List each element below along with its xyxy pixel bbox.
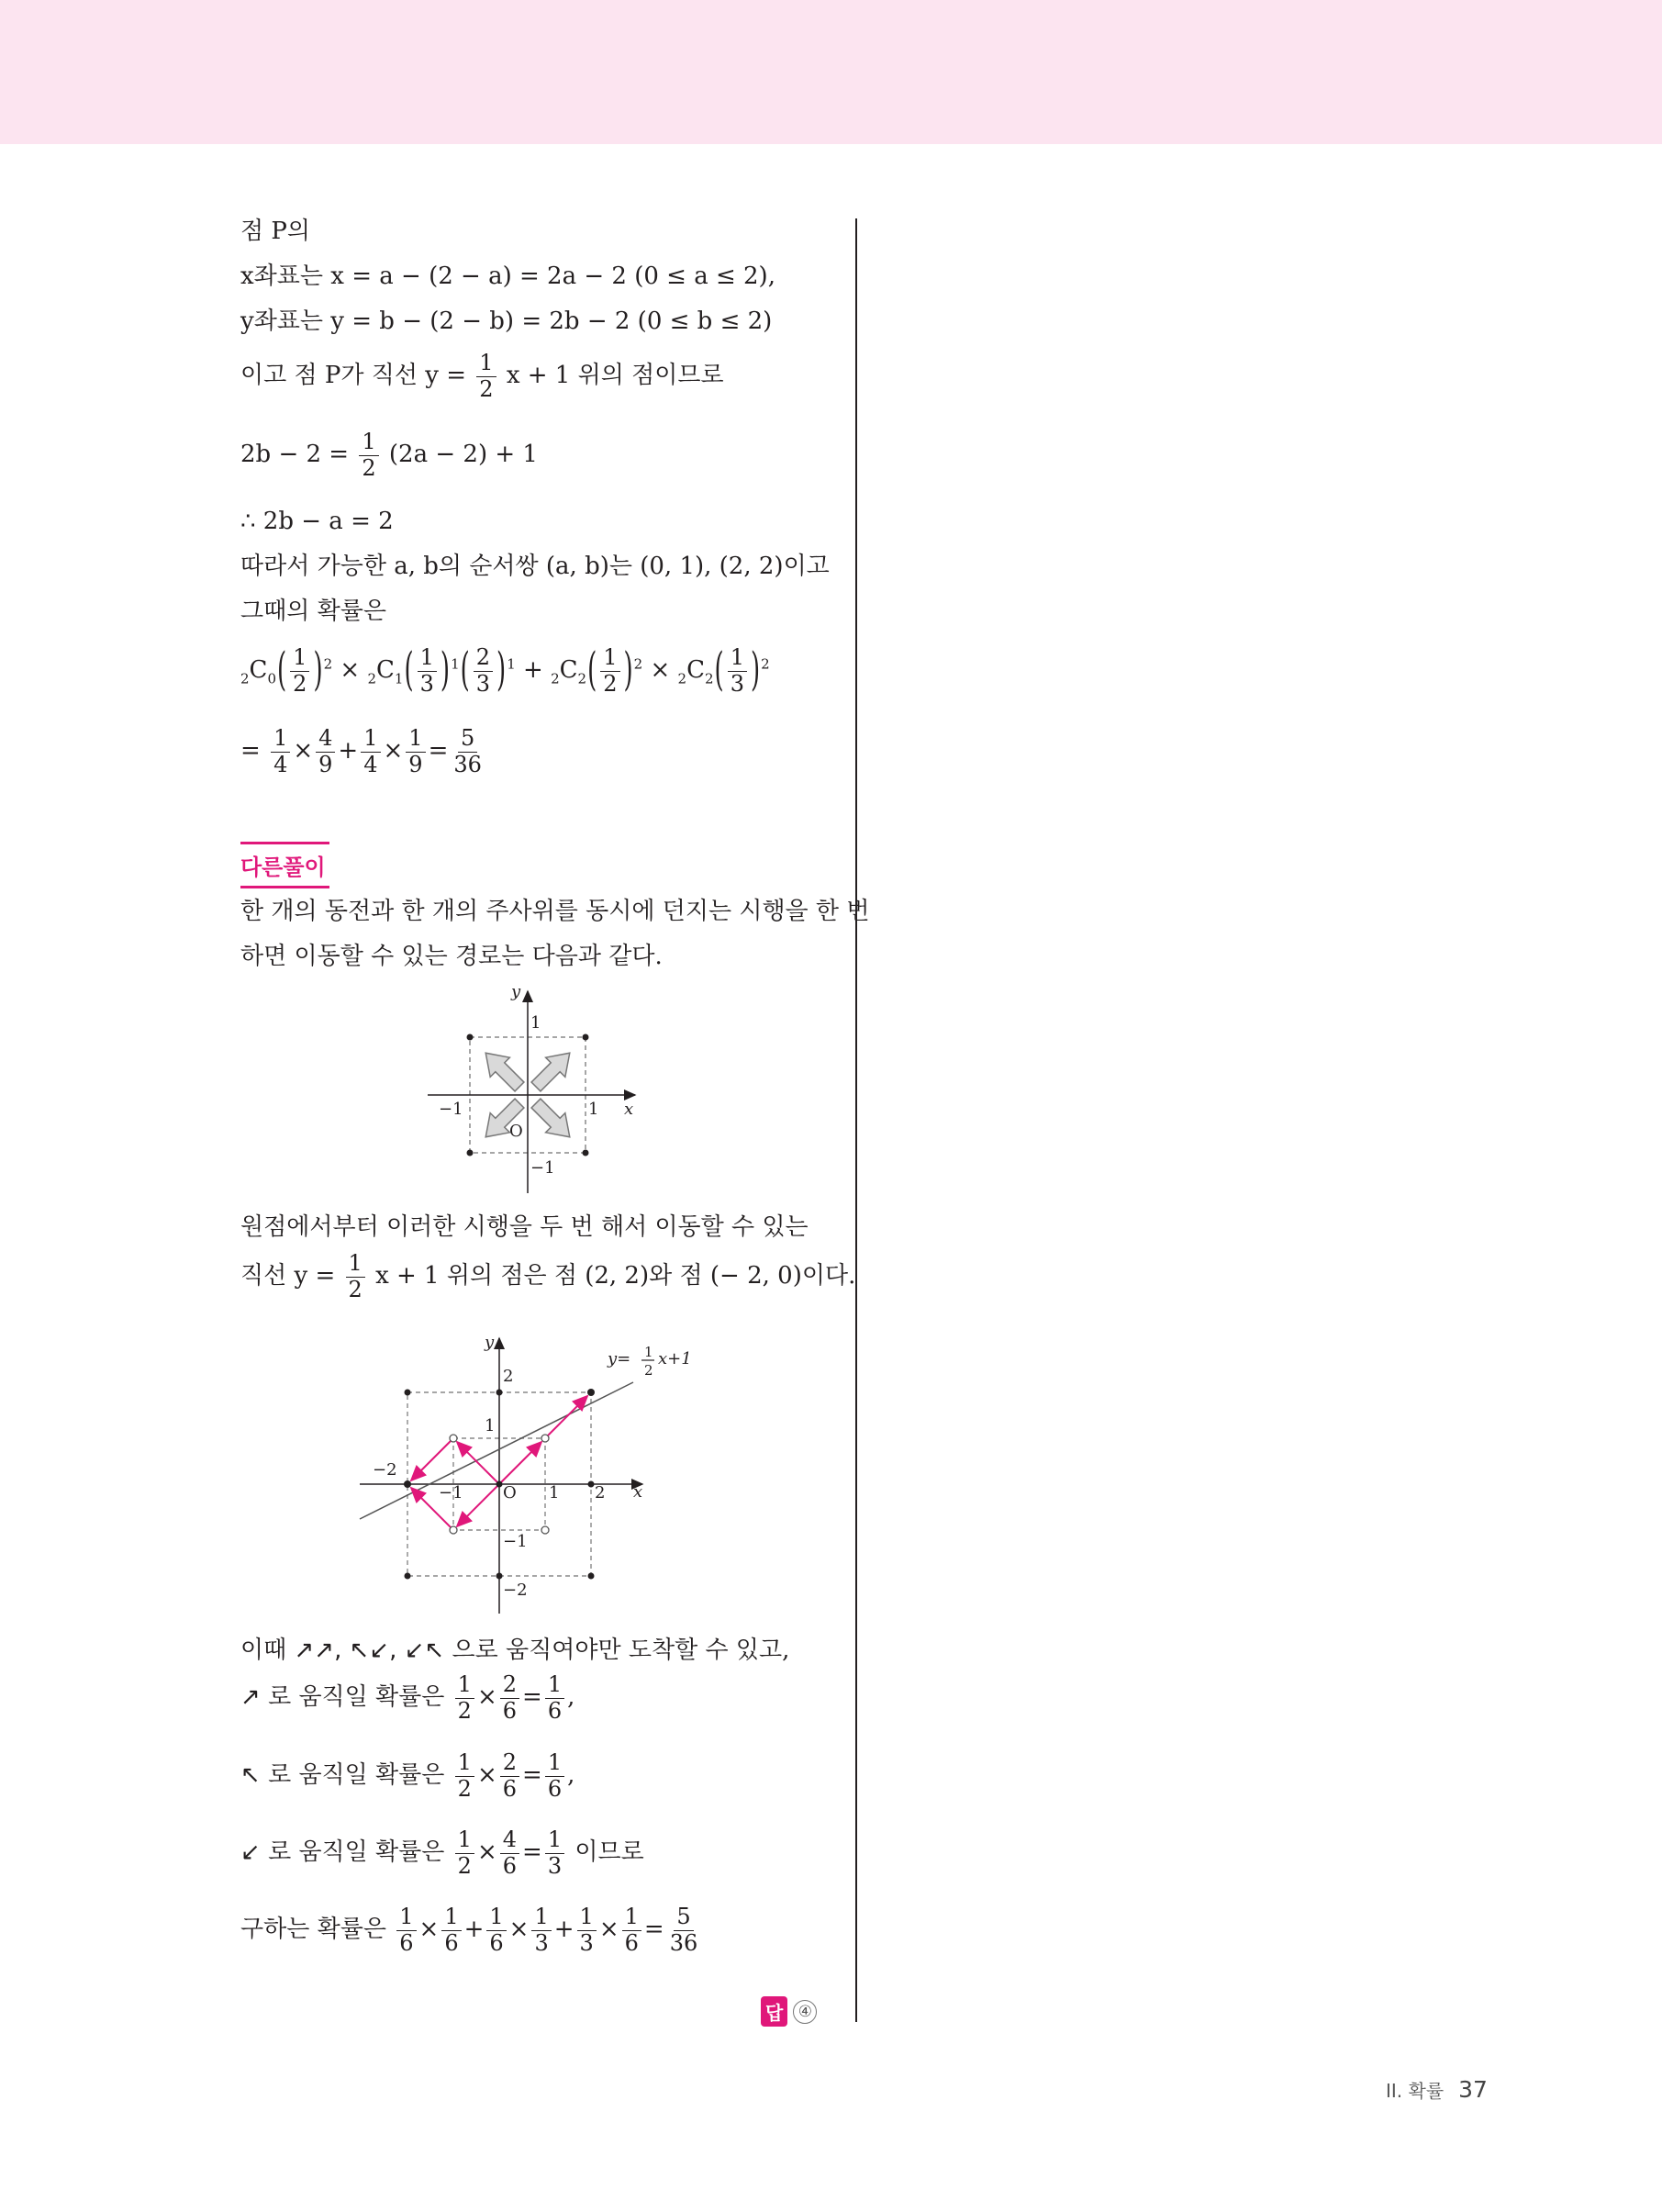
tick-label: −1: [439, 1483, 463, 1503]
denominator: 3: [419, 670, 434, 697]
denominator: 3: [579, 1929, 594, 1956]
fraction: [500, 1827, 519, 1879]
y-axis-label: y: [511, 982, 521, 1001]
text: 로 움직일 확률은: [268, 1683, 445, 1712]
se-move-arrow: [526, 1093, 579, 1146]
numerator: 1: [359, 430, 378, 456]
therefore-line: ∴ 2b − a = 2: [240, 508, 394, 535]
denominator: 6: [547, 1697, 563, 1724]
tick-label: 1: [530, 1013, 541, 1033]
path-arrow-sw: [411, 1438, 453, 1480]
numerator: 1: [455, 1672, 474, 1699]
comma: ,: [567, 1761, 575, 1790]
times: ×: [476, 1838, 497, 1867]
numerator: 1: [545, 1827, 564, 1854]
text: 직선 y =: [240, 1262, 336, 1290]
numerator: 1: [361, 726, 380, 753]
equation-line: [240, 430, 538, 481]
times: ×: [508, 1916, 530, 1944]
fraction: [545, 1672, 564, 1724]
sw-arrow-icon: ↙: [240, 1838, 261, 1867]
origin-label: O: [503, 1483, 517, 1503]
text: 으로 움직여야만 도착할 수 있고,: [452, 1637, 790, 1664]
denominator: 9: [318, 751, 333, 777]
denominator: 2: [362, 454, 376, 481]
equals: =: [522, 1838, 542, 1867]
text: x + 1 위의 점은 점 (2, 2)와 점 (− 2, 0)이다.: [375, 1262, 856, 1290]
fraction: [622, 1905, 641, 1956]
tick-label: 2: [503, 1367, 514, 1386]
plus: +: [523, 656, 543, 685]
denominator: 6: [502, 1852, 518, 1879]
denominator: 4: [363, 751, 378, 777]
text-line: 그때의 확률은: [240, 598, 386, 625]
combination-expression: $_2C_0$( $\frac{1}{2}$ )$^2 \times _2C_1$( $\frac{1}{3}$ )$^1$( $\frac{2}{3}$ )$^1 + _2C_2$( $\frac{1}{2}$ )$^2 \times _2C_2$( $\frac{1}{3}$ )$^2$: [240, 644, 770, 698]
tick-label: −2: [503, 1581, 528, 1600]
alt-solution-title: 다른풀이: [240, 855, 326, 880]
numerator: 1: [396, 1905, 416, 1931]
column-divider: [855, 218, 857, 2022]
n: 2: [367, 670, 377, 687]
equals: =: [428, 737, 449, 765]
denominator: 2: [457, 1775, 472, 1802]
denominator: 2: [348, 1276, 363, 1302]
text: 이고 점 P가 직선 y =: [240, 362, 466, 390]
comma: ,: [567, 1683, 575, 1712]
text: 2b − 2 =: [240, 441, 350, 469]
c: C: [559, 656, 578, 685]
fraction: [577, 1905, 597, 1956]
tick-label: −1: [530, 1158, 555, 1178]
denominator: 6: [624, 1929, 639, 1956]
times: ×: [476, 1683, 497, 1712]
exponent: 2: [323, 655, 333, 673]
fraction: [476, 351, 496, 402]
denominator: 6: [502, 1775, 518, 1802]
numerator: 4: [316, 726, 335, 753]
equation-lhs: y=: [608, 1349, 631, 1369]
denominator: 3: [547, 1852, 563, 1879]
x-coordinate-line: x좌표는 x = a − (2 − a) = 2a − 2 (0 ≤ a ≤ 2),: [240, 263, 775, 290]
answer-label: 답: [761, 1996, 787, 2027]
fraction: [455, 1827, 474, 1879]
denominator: 2: [603, 670, 618, 697]
fraction: [451, 726, 485, 777]
x-axis-label: x: [624, 1100, 634, 1119]
text-line: 따라서 가능한 a, b의 순서쌍 (a, b)는 (0, 1), (2, 2)이고: [240, 553, 830, 580]
exponent: 1: [507, 655, 516, 673]
numerator: 4: [500, 1827, 519, 1854]
fraction: [455, 1672, 474, 1724]
equals: =: [522, 1683, 542, 1712]
text: (2a − 2) + 1: [388, 441, 538, 469]
fraction: [418, 645, 437, 697]
denominator: 36: [453, 751, 482, 777]
c: C: [686, 656, 705, 685]
final-probability-line: [240, 1905, 703, 1956]
denominator: 4: [273, 751, 288, 777]
fraction: [361, 726, 380, 777]
move-pattern-line: [240, 1638, 789, 1662]
exponent: 1: [451, 655, 460, 673]
times: ×: [293, 737, 314, 765]
numerator: 1: [577, 1905, 597, 1931]
numerator: 1: [545, 1750, 564, 1777]
numerator: 1: [728, 645, 747, 672]
arrow-patterns: ↗↗, ↖↙, ↙↖: [294, 1637, 445, 1664]
fraction: [600, 645, 619, 697]
n: 2: [551, 670, 560, 687]
fraction: [545, 1827, 564, 1879]
denominator: 6: [399, 1929, 414, 1956]
fraction: [455, 1750, 474, 1802]
numerator: 1: [545, 1672, 564, 1699]
line-points-text: [240, 1251, 855, 1302]
text-line: 원점에서부터 이러한 시행을 두 번 해서 이동할 수 있는: [240, 1213, 809, 1241]
fraction: [545, 1750, 564, 1802]
tick-label: 1: [485, 1416, 496, 1436]
numerator: 5: [674, 1905, 693, 1931]
numerator: 2: [474, 645, 493, 672]
denominator: 6: [502, 1697, 518, 1724]
denominator: 2: [644, 1362, 653, 1379]
equals: =: [643, 1916, 664, 1944]
denominator: 2: [457, 1852, 472, 1879]
plus: +: [463, 1916, 485, 1944]
fraction: [728, 645, 747, 697]
page-number: 37: [1458, 2076, 1488, 2103]
origin-label: O: [509, 1122, 523, 1141]
fraction: [406, 726, 425, 777]
k: 2: [577, 670, 587, 687]
line-condition: [240, 351, 724, 402]
denominator: 9: [408, 751, 423, 777]
numerator: 1: [418, 645, 437, 672]
answer-choice: ④: [793, 2000, 817, 2024]
text: 로 움직일 확률은: [268, 1838, 445, 1867]
plus: +: [553, 1916, 574, 1944]
numerator: 1: [600, 645, 619, 672]
prob-ne-line: [240, 1672, 574, 1724]
n: 2: [240, 670, 250, 687]
denominator: 3: [730, 670, 744, 697]
equation-rhs: x+1: [658, 1349, 692, 1369]
denominator: 6: [547, 1775, 563, 1802]
prob-sw-line: [240, 1827, 644, 1879]
line-equation-label: [607, 1344, 692, 1379]
numerator: 1: [441, 1905, 461, 1931]
nw-arrow-icon: ↖: [240, 1761, 261, 1790]
denominator: 2: [457, 1697, 472, 1724]
numerator: 1: [644, 1344, 653, 1360]
numerator: 1: [531, 1905, 551, 1931]
y-coordinate-line: y좌표는 y = b − (2 − b) = 2b − 2 (0 ≤ b ≤ 2): [240, 307, 773, 335]
fraction: [474, 645, 493, 697]
grid-point: [467, 1150, 474, 1156]
denominator: 2: [479, 375, 494, 402]
c: C: [249, 656, 268, 685]
numerator: 1: [406, 726, 425, 753]
alt-solution-badge: [240, 849, 326, 881]
fraction: [667, 1905, 701, 1956]
times: ×: [418, 1916, 440, 1944]
denominator: 3: [475, 670, 491, 697]
denominator: 6: [489, 1929, 504, 1956]
path-arrow-ne2: [545, 1396, 587, 1438]
fraction: [316, 726, 335, 777]
text: x + 1 위의 점이므로: [506, 362, 724, 390]
grid-point: [583, 1150, 589, 1156]
fraction: [290, 645, 309, 697]
denominator: 3: [534, 1929, 549, 1956]
single-move-diagram: [422, 980, 652, 1201]
equals: =: [240, 737, 261, 765]
numerator: 1: [290, 645, 309, 672]
times: ×: [650, 656, 671, 685]
fraction: [346, 1251, 365, 1302]
section-label: II. 확률: [1386, 2080, 1444, 2102]
numerator: 1: [486, 1905, 506, 1931]
fraction: [531, 1905, 551, 1956]
tick-label: 1: [549, 1483, 560, 1503]
k: 1: [394, 670, 404, 687]
plus: +: [338, 737, 359, 765]
two-move-path-diagram: [349, 1329, 707, 1625]
numerator: 1: [455, 1827, 474, 1854]
fraction: [500, 1672, 519, 1724]
exponent: 2: [633, 655, 643, 673]
numerator: 2: [500, 1750, 519, 1777]
fraction: [271, 726, 290, 777]
text: 이므로: [574, 1838, 644, 1867]
times: ×: [598, 1916, 619, 1944]
path-arrow-sw2: [457, 1484, 499, 1526]
fraction: [396, 1905, 416, 1956]
tick-label: −2: [373, 1460, 397, 1480]
fraction: [441, 1905, 461, 1956]
fraction: [486, 1905, 506, 1956]
tick-label: 1: [588, 1100, 599, 1119]
text: 구하는 확률은: [240, 1916, 386, 1944]
grid-point: [467, 1034, 474, 1041]
exponent: 2: [761, 655, 770, 673]
times: ×: [476, 1761, 497, 1790]
result-expression: [240, 726, 487, 777]
denominator: 36: [669, 1929, 698, 1956]
nw-move-arrow: [476, 1044, 530, 1097]
tick-label: −1: [439, 1100, 463, 1119]
answer-mark: [761, 1996, 817, 2027]
page-footer: [1386, 2076, 1488, 2103]
text-line: 한 개의 동전과 한 개의 주사위를 동시에 던지는 시행을 한 번: [240, 898, 870, 925]
numerator: 1: [346, 1251, 365, 1278]
grid-point: [583, 1034, 589, 1041]
line-y-half-x-plus-1: [360, 1382, 633, 1519]
tick-label: −1: [503, 1532, 528, 1551]
k: 0: [267, 670, 276, 687]
text: 이때: [240, 1637, 287, 1664]
denominator: 6: [444, 1929, 459, 1956]
numerator: 5: [458, 726, 477, 753]
numerator: 2: [500, 1672, 519, 1699]
text-line: 하면 이동할 수 있는 경로는 다음과 같다.: [240, 943, 663, 970]
y-axis-label: y: [485, 1333, 495, 1352]
numerator: 1: [476, 351, 496, 377]
header-band: [0, 0, 1662, 144]
x-axis-label: x: [633, 1482, 643, 1502]
text-line: 점 P의: [240, 218, 310, 245]
text: 로 움직일 확률은: [268, 1761, 445, 1790]
equals: =: [522, 1761, 542, 1790]
ne-move-arrow: [526, 1044, 579, 1097]
ne-arrow-icon: ↗: [240, 1683, 261, 1712]
tick-label: 2: [595, 1483, 606, 1503]
times: ×: [383, 737, 404, 765]
denominator: 2: [293, 670, 307, 697]
fraction: [500, 1750, 519, 1802]
c: C: [376, 656, 395, 685]
n: 2: [677, 670, 687, 687]
path-arrow-ne1: [499, 1442, 541, 1484]
numerator: 1: [455, 1750, 474, 1777]
fraction: [359, 430, 378, 481]
prob-nw-line: [240, 1750, 574, 1802]
k: 2: [705, 670, 714, 687]
numerator: 1: [271, 726, 290, 753]
path-arrow-nw: [457, 1442, 499, 1484]
times: ×: [340, 656, 361, 685]
numerator: 1: [622, 1905, 641, 1931]
